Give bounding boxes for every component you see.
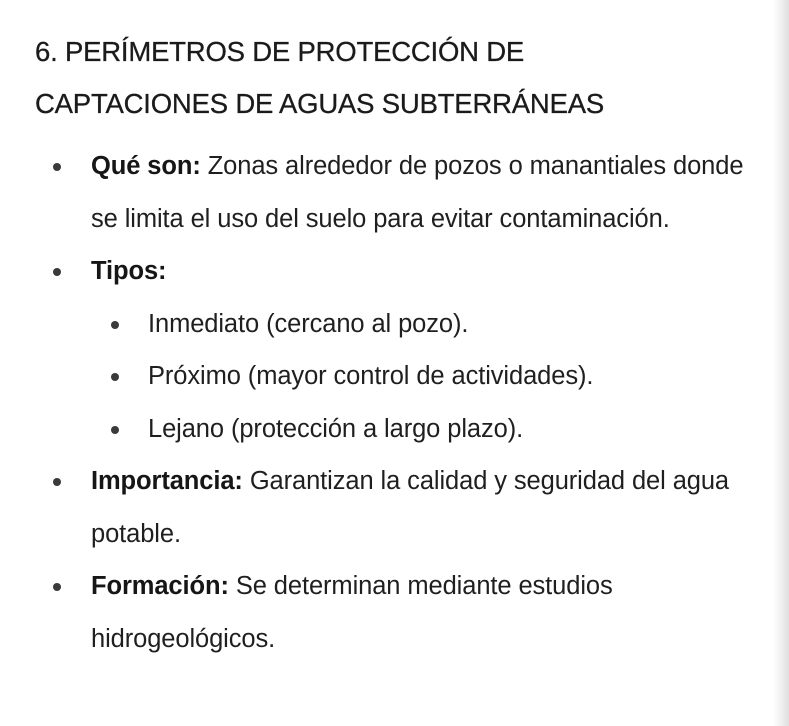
sub-item-text: Lejano (protección a largo plazo). (148, 414, 524, 443)
list-item-formacion (35, 560, 765, 665)
sub-item-text: Inmediato (cercano al pozo). (148, 309, 469, 338)
heading-line-2: CAPTACIONES DE AGUAS SUBTERRÁNEAS (35, 88, 604, 119)
section-heading (35, 26, 765, 130)
item-label: Tipos: (91, 257, 167, 285)
page-edge-shadow (773, 0, 789, 726)
document-body (35, 26, 765, 665)
item-text: Se determinan mediante estudios hidrogeológicos. (91, 572, 613, 653)
list-item-tipos (35, 245, 765, 455)
item-text: Zonas alrededor de pozos o manantiales donde se limita el uso del suelo para evitar contaminación. (91, 152, 744, 233)
sub-list-item-inmediato (35, 298, 765, 351)
item-label: Qué son: (91, 152, 201, 180)
item-label: Formación: (91, 572, 229, 600)
heading-line-1: 6. PERÍMETROS DE PROTECCIÓN DE (35, 36, 525, 67)
sub-item-text: Próximo (mayor control de actividades). (148, 362, 594, 390)
sub-bullet-list (91, 298, 765, 456)
sub-list-item-proximo (35, 350, 765, 403)
sub-list-item-lejano (35, 403, 765, 456)
item-label: Importancia: (91, 467, 243, 495)
list-item-que-son (35, 140, 765, 245)
bullet-list (35, 140, 765, 665)
list-item-importancia (35, 455, 765, 560)
item-text: Garantizan la calidad y seguridad del agua potable. (91, 467, 730, 548)
